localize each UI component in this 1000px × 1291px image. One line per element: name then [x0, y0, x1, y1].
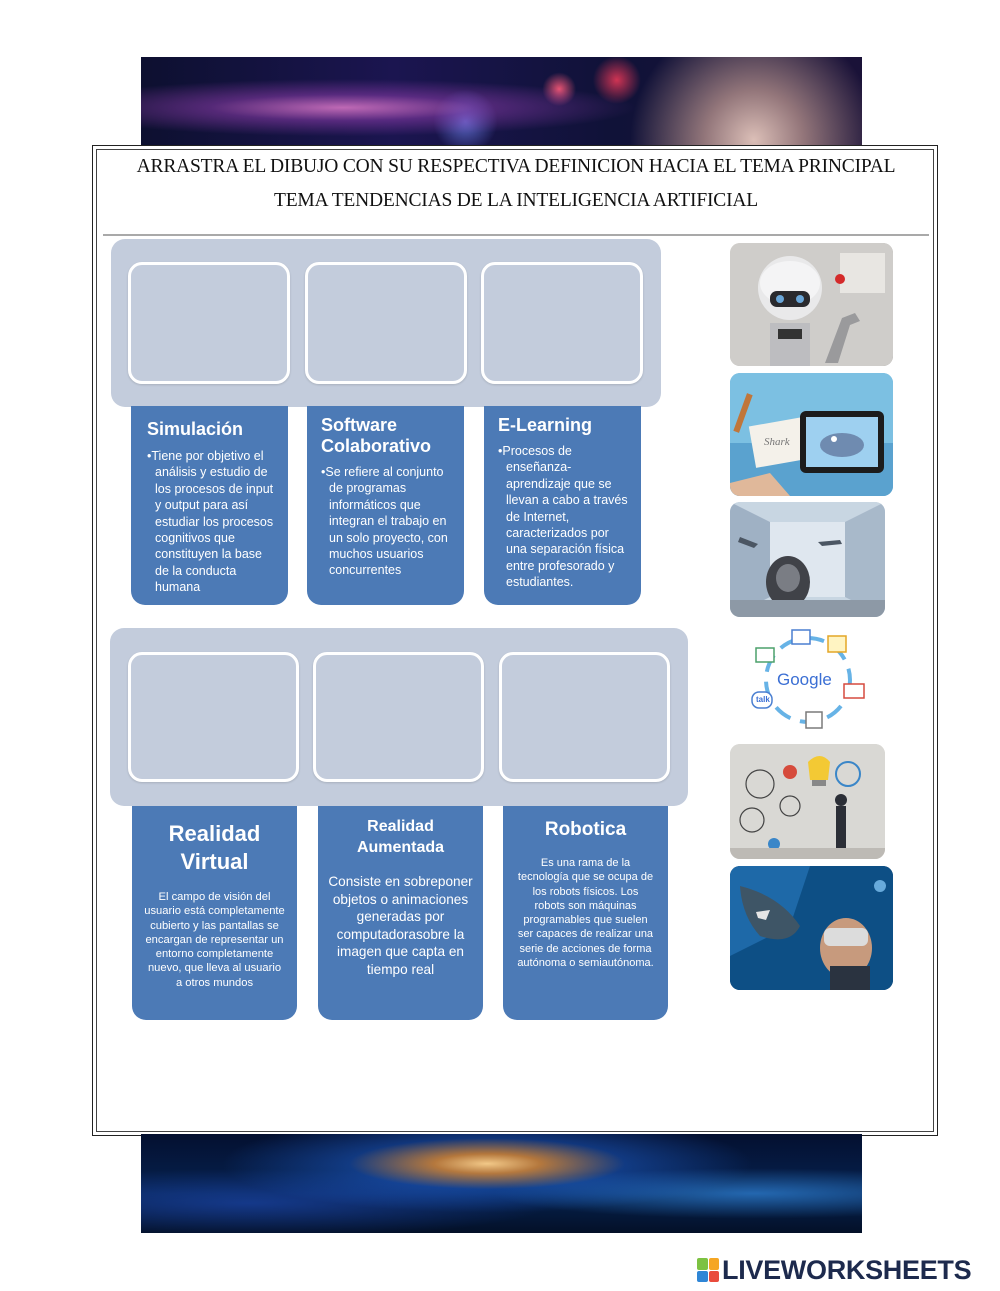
card-simulacion — [131, 406, 288, 605]
card-robotica — [503, 806, 668, 1020]
vr-headset-image[interactable] — [730, 866, 893, 990]
drop-slot-simulacion[interactable] — [128, 262, 290, 384]
card-text: Es una rama de la tecnología que se ocupa de los robots físicos. Los robots son máquinas programables que suelen ser capaces de realizar una serie de acciones de forma autónoma o semiautónoma. — [517, 857, 654, 970]
instruction-title: ARRASTRA EL DIBUJO CON SU RESPECTIVA DEFINICION HACIA EL TEMA PRINCIPAL — [136, 156, 896, 177]
liveworksheets-logo-icon — [697, 1258, 719, 1282]
card-realidad-virtual — [132, 806, 297, 1020]
flight-simulator-image[interactable] — [730, 502, 885, 617]
topic-title: TEMA TENDENCIAS DE LA INTELIGENCIA ARTIFICIAL — [274, 190, 758, 211]
card-title: E-Learning — [498, 415, 593, 435]
drop-slot-realidad-aumentada[interactable] — [313, 652, 484, 782]
drop-slot-software-colaborativo[interactable] — [305, 262, 467, 384]
top-banner-image — [141, 57, 862, 149]
drop-slot-realidad-virtual[interactable] — [128, 652, 299, 782]
card-text: •Tiene por objetivo el análisis y estudio de los procesos de input y output para así estudiar los procesos cognitivos que constituyen la base de la conducta humana — [147, 449, 274, 595]
liveworksheets-logo[interactable] — [697, 1254, 971, 1286]
ideas-board-image[interactable] — [730, 744, 885, 859]
card-text: •Se refiere al conjunto de programas informáticos que integran el trabajo en un solo proyecto, con muchos usuarios concurrentes — [321, 465, 448, 578]
card-text: •Procesos de enseñanza-aprendizaje que se llevan a cabo a través de Internet, caracterizados por una separación física entre profesorado y estudiantes. — [498, 444, 628, 590]
robot-image[interactable] — [730, 243, 893, 366]
card-title: Realidad Virtual — [168, 821, 261, 874]
card-title: Realidad Aumentada — [356, 818, 445, 856]
card-text: El campo de visión del usuario está completamente cubierto y las pantallas se encargan de representar un entorno completamente nuevo, que lleva al usuario a otros mundos — [144, 891, 285, 989]
google-apps-image[interactable] — [748, 622, 868, 734]
card-title: Robotica — [544, 819, 627, 840]
logo-text: LIVEWORKSHEETS — [722, 1254, 972, 1285]
card-title: Software Colaborativo — [321, 415, 432, 456]
drop-slot-robotica[interactable] — [499, 652, 670, 782]
tablet-ar-image[interactable] — [730, 373, 893, 496]
divider — [103, 234, 929, 236]
card-realidad-aumentada — [318, 806, 483, 1020]
talk-icon: talk — [756, 695, 770, 704]
card-e-learning — [484, 406, 641, 605]
drop-slot-e-learning[interactable] — [481, 262, 643, 384]
card-title: Simulación — [147, 419, 244, 439]
card-text: Consiste en sobreponer objetos o animaciones generadas por computadorasobre la imagen que capta en tiempo real — [328, 874, 473, 977]
svg-text:Shark: Shark — [764, 436, 790, 448]
google-logo-text: Google — [777, 670, 832, 689]
bottom-banner-image — [141, 1134, 862, 1233]
card-software-colaborativo — [307, 406, 464, 605]
